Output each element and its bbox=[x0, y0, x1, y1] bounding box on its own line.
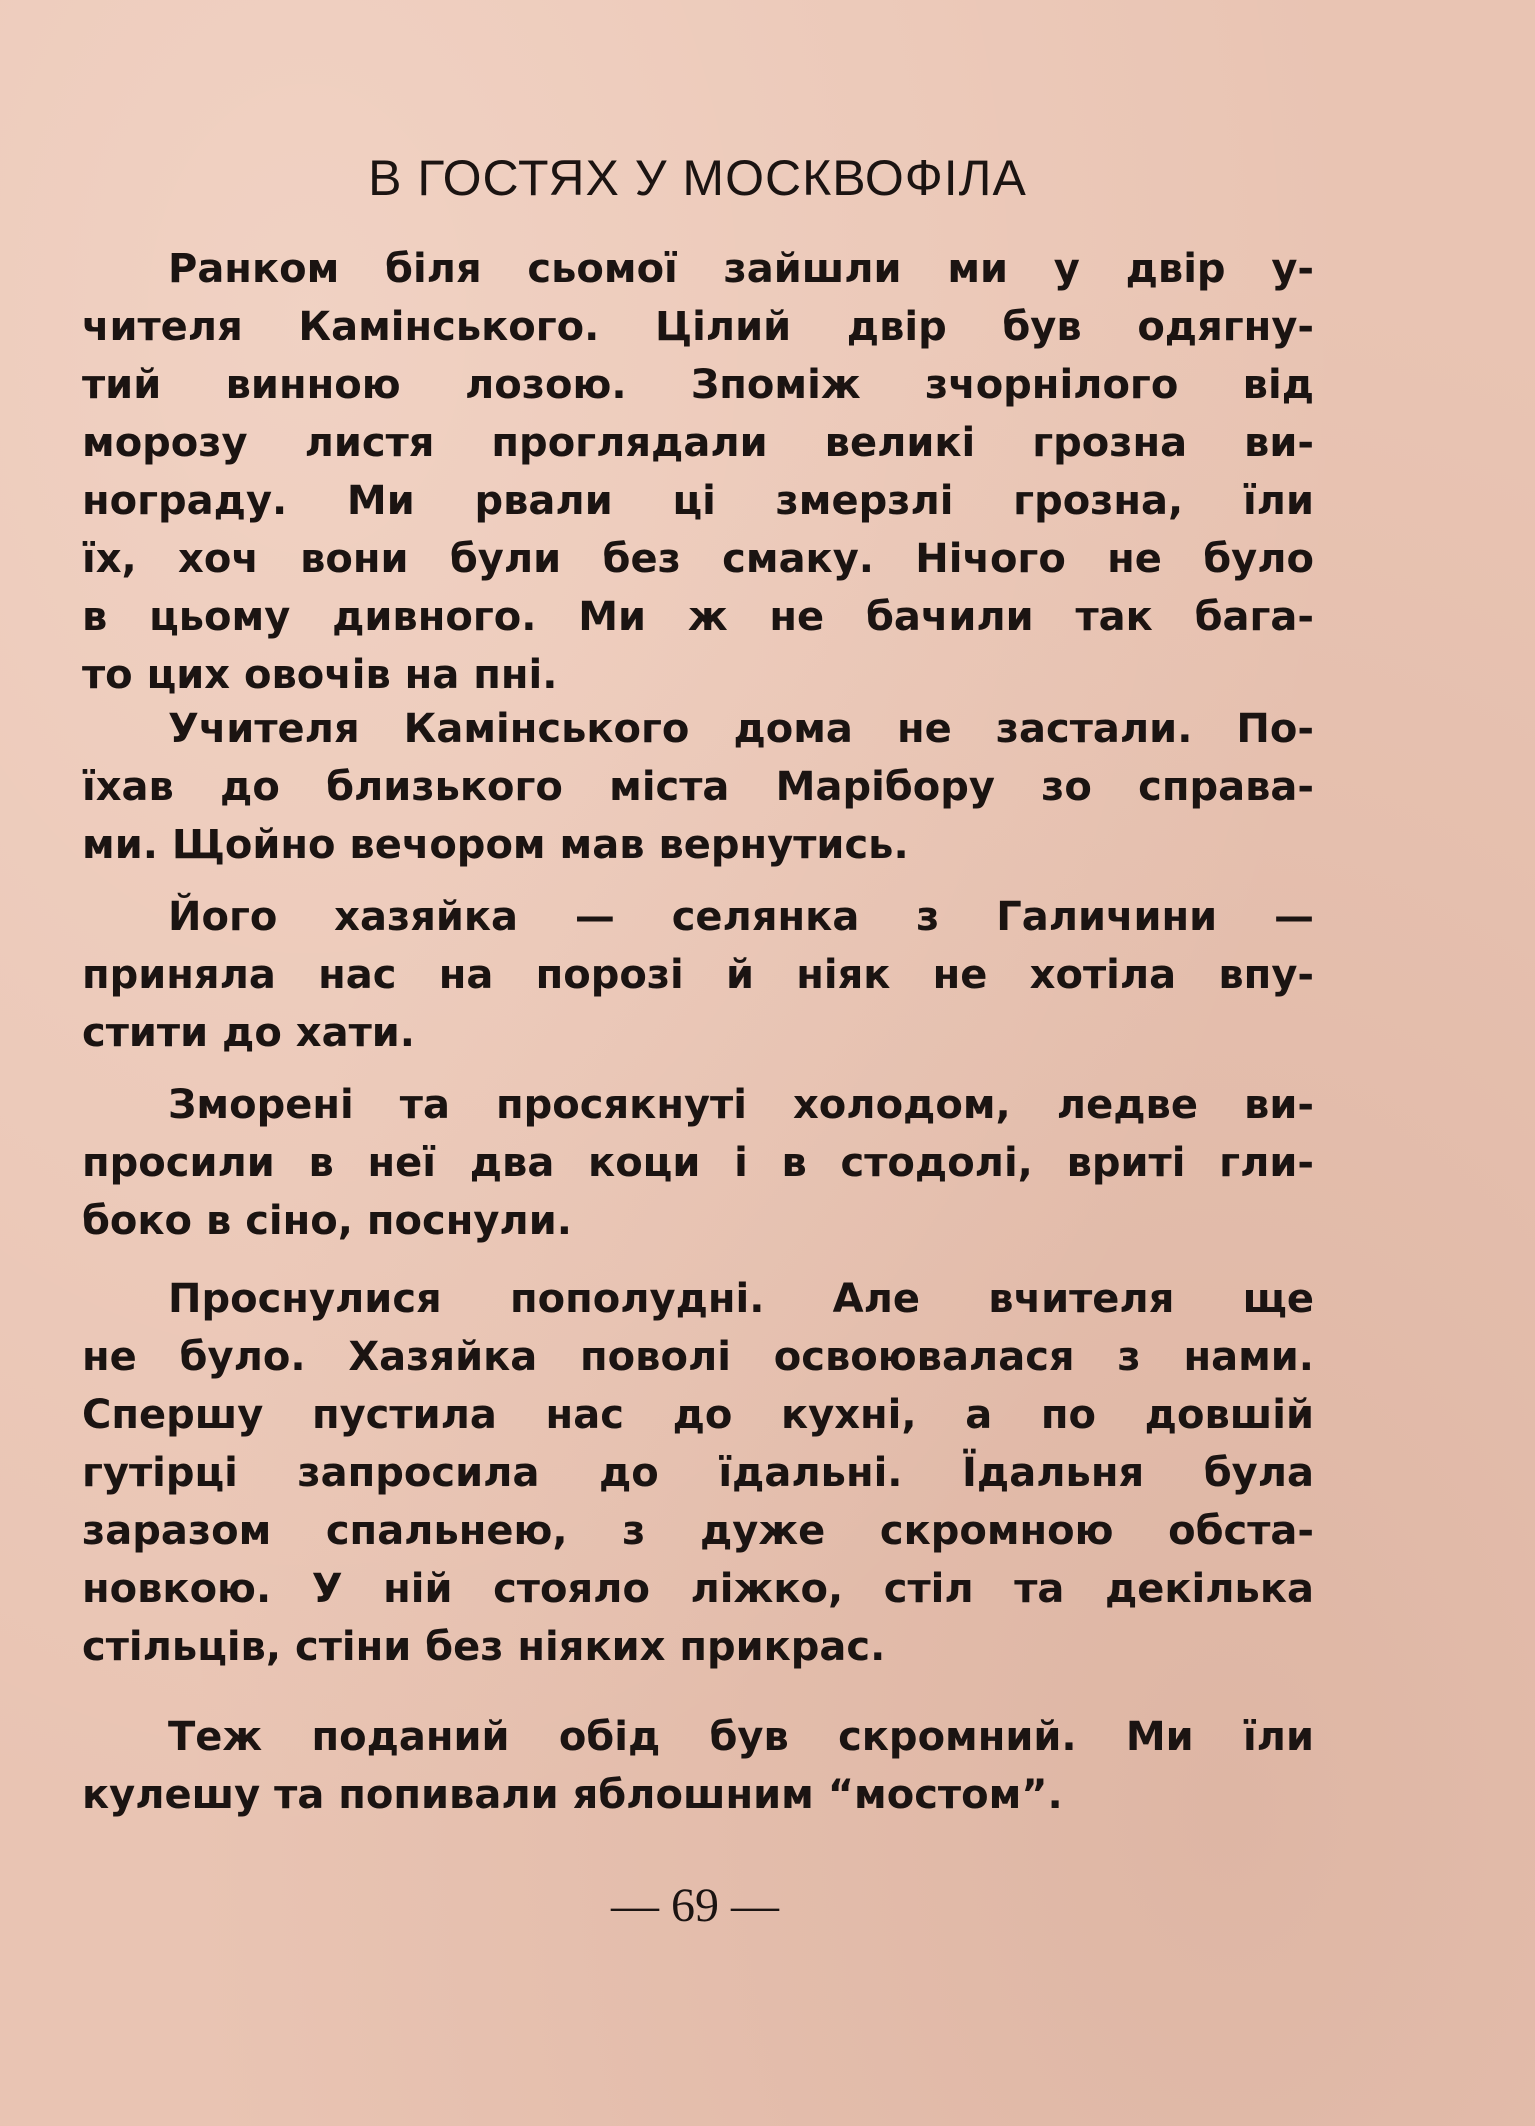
text-line: стільців, стіни без ніяких прикрас. bbox=[82, 1624, 886, 1670]
text-line: Зморені та просякнуті холодом, ледве ви- bbox=[168, 1082, 1314, 1128]
text-line: морозу листя проглядали великі грозна ви- bbox=[82, 420, 1314, 466]
text-line: не було. Хазяйка поволі освоювалася з нами. bbox=[82, 1334, 1314, 1380]
text-line: приняла нас на порозі й ніяк не хотіла впу- bbox=[82, 952, 1314, 998]
text-line: чителя Камінського. Цілий двір був одягну- bbox=[82, 304, 1314, 350]
paragraph-6 bbox=[82, 1708, 1314, 1824]
page-number: — 69 — bbox=[611, 1879, 779, 1932]
text-line: Учителя Камінського дома не застали. По- bbox=[168, 706, 1314, 752]
text-line: новкою. У ній стояло ліжко, стіл та декілька bbox=[82, 1566, 1314, 1612]
text-line: Ранком біля сьомої зайшли ми у двір у- bbox=[168, 246, 1314, 292]
text-line: ми. Щойно вечором мав вернутись. bbox=[82, 822, 909, 868]
text-line: в цьому дивного. Ми ж не бачили так бага- bbox=[82, 594, 1314, 640]
chapter-title: В ГОСТЯХ У МОСКВОФІЛА bbox=[368, 150, 1027, 206]
paragraph-2 bbox=[82, 700, 1314, 874]
text-line: заразом спальнею, з дуже скромною обста- bbox=[82, 1508, 1314, 1554]
paragraph-5 bbox=[82, 1270, 1314, 1676]
text-line: Проснулися пополудні. Але вчителя ще bbox=[168, 1276, 1314, 1322]
paragraph-3 bbox=[82, 888, 1314, 1062]
text-line: їх, хоч вони були без смаку. Нічого не було bbox=[82, 536, 1314, 582]
text-line: тий винною лозою. Зпоміж зчорнілого від bbox=[82, 362, 1314, 408]
text-line: стити до хати. bbox=[82, 1010, 415, 1056]
text-line: нограду. Ми рвали ці змерзлі грозна, їли bbox=[82, 478, 1314, 524]
text-line: Спершу пустила нас до кухні, а по довшій bbox=[82, 1392, 1314, 1438]
text-line: Теж поданий обід був скромний. Ми їли bbox=[168, 1714, 1314, 1760]
text-line: боко в сіно, поснули. bbox=[82, 1198, 572, 1244]
text-line: то цих овочів на пні. bbox=[82, 652, 558, 698]
paragraph-4 bbox=[82, 1076, 1314, 1250]
text-line: просили в неї два коци і в стодолі, вриті гли- bbox=[82, 1140, 1314, 1186]
text-line: Його хазяйка — селянка з Галичини — bbox=[168, 894, 1314, 940]
paragraph-1 bbox=[82, 240, 1314, 704]
text-line: кулешу та попивали яблошним “мостом”. bbox=[82, 1772, 1063, 1818]
text-line: їхав до близького міста Марібору зо справа- bbox=[82, 764, 1314, 810]
text-line: гутірці запросила до їдальні. Їдальня була bbox=[82, 1450, 1314, 1496]
